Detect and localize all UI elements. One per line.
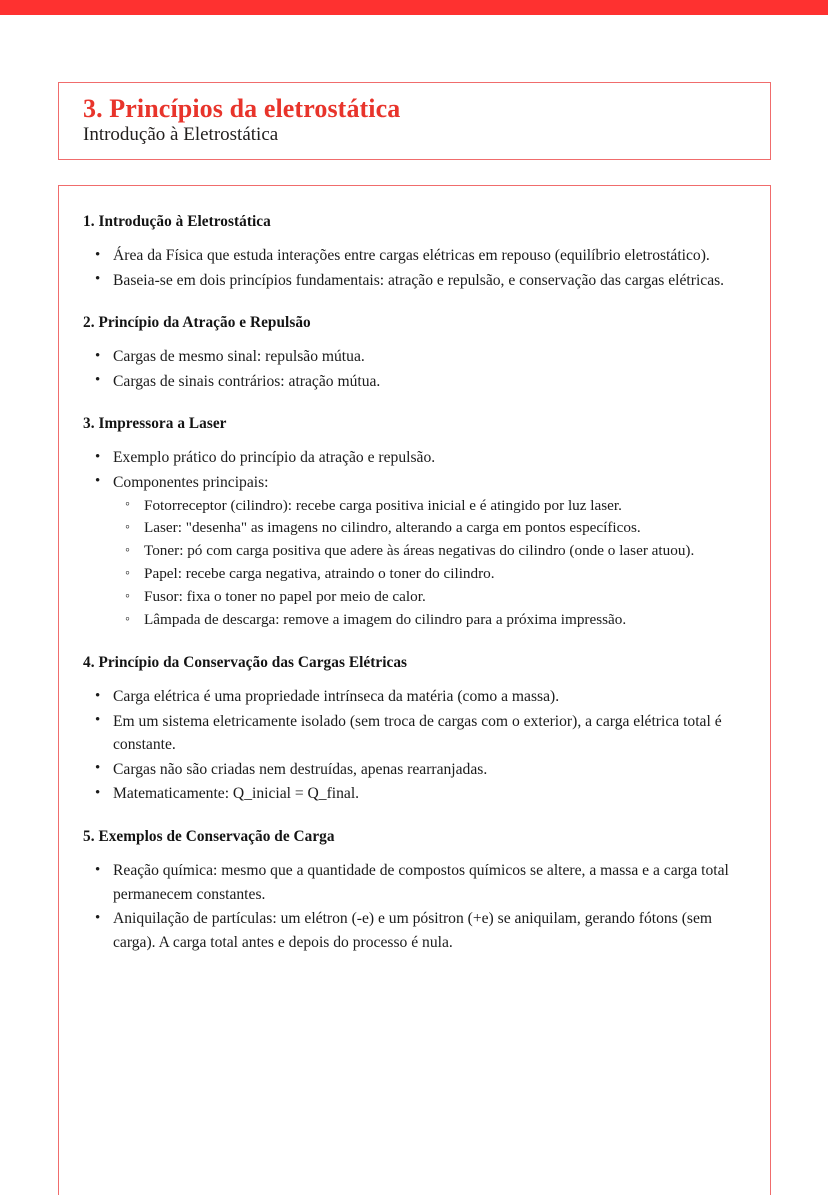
list-item-text: • Carga elétrica é uma propriedade intrínseca da matéria (como a massa). <box>113 688 560 706</box>
list-item <box>83 446 736 470</box>
sub-list-item-text: Fotorreceptor (cilindro): recebe carga positiva inicial e é atingido por luz laser. <box>144 496 622 514</box>
sub-list-item-text: Laser: "desenha" as imagens no cilindro, alterando a carga em pontos específicos. <box>144 519 641 537</box>
list-item-text: • Componentes principais: <box>113 473 269 491</box>
list-item <box>83 782 736 806</box>
section-heading: 1. Introdução à Eletrostática <box>83 213 271 230</box>
list-item <box>83 471 736 632</box>
sub-list-item <box>113 563 736 586</box>
section-heading: 4. Princípio da Conservação das Cargas Elétricas <box>83 654 408 672</box>
section-3-sub-bullet-list <box>113 495 736 633</box>
section-5 <box>83 827 736 954</box>
section-heading: 2. Princípio da Atração e Repulsão <box>83 314 311 332</box>
list-item <box>83 244 736 268</box>
section-heading: 3. Impressora a Laser <box>83 415 227 433</box>
sub-list-item-text: Papel: recebe carga negativa, atraindo o toner do cilindro. <box>144 565 495 583</box>
section-heading: 5. Exemplos de Conservação de Carga <box>83 828 335 845</box>
section-1 <box>83 212 736 292</box>
page-title: 3. Princípios da eletrostática <box>83 94 401 123</box>
section-5-bullet-list <box>83 859 736 954</box>
document-header-box <box>58 82 771 160</box>
section-3-bullet-list <box>83 446 736 632</box>
list-item <box>83 370 736 394</box>
section-2 <box>83 313 736 393</box>
list-item-text: • Exemplo prático do princípio da atração e repulsão. <box>113 449 436 467</box>
list-item-text: • Matematicamente: Q_inicial = Q_final. <box>113 785 360 803</box>
list-item-text: • Em um sistema eletricamente isolado (sem troca de cargas com o exterior), a carga elétrica total é constante. <box>113 712 722 754</box>
section-3 <box>83 414 736 632</box>
sub-list-item <box>113 540 736 563</box>
sub-list-item <box>113 517 736 540</box>
sub-list-item <box>113 495 736 518</box>
section-4-bullet-list <box>83 685 736 806</box>
top-accent-bar <box>0 0 828 15</box>
section-2-bullet-list <box>83 345 736 393</box>
list-item-text: • Baseia-se em dois princípios fundamentais: atração e repulsão, e conservação das cargas elétricas. <box>113 271 725 289</box>
list-item <box>83 907 736 954</box>
section-spacer <box>83 293 736 313</box>
section-1-bullet-list <box>83 244 736 292</box>
sub-list-item <box>113 609 736 632</box>
list-item <box>83 758 736 782</box>
section-spacer <box>83 807 736 827</box>
list-item-text: • Cargas de mesmo sinal: repulsão mútua. <box>113 348 365 366</box>
page-subtitle: Introdução à Eletrostática <box>83 124 279 146</box>
list-item <box>83 859 736 906</box>
list-item-text: • Área da Física que estuda interações entre cargas elétricas em repouso (equilíbrio eletrostático). <box>113 247 710 265</box>
list-item-text: • Reação química: mesmo que a quantidade de compostos químicos se altere, a massa e a carga total permanecem constantes. <box>113 862 729 903</box>
list-item-text: • Cargas não são criadas nem destruídas, apenas rearranjadas. <box>113 760 488 778</box>
document-content-box <box>58 185 771 1195</box>
list-item <box>83 269 736 293</box>
section-spacer <box>83 394 736 414</box>
sub-list-item-text: Toner: pó com carga positiva que adere às áreas negativas do cilindro (onde o laser atuou). <box>144 542 695 560</box>
section-4 <box>83 653 736 806</box>
list-item-text: • Cargas de sinais contrários: atração mútua. <box>113 372 381 390</box>
section-spacer <box>83 633 736 653</box>
list-item <box>83 345 736 369</box>
document-page <box>0 15 828 1171</box>
list-item <box>83 685 736 709</box>
sub-list-item-text: Fusor: fixa o toner no papel por meio de calor. <box>144 588 426 606</box>
sub-list-item <box>113 586 736 609</box>
list-item-text: • Aniquilação de partículas: um elétron (-e) e um pósitron (+e) se aniquilam, gerando fótons (sem carga). A carga total antes e depois do processo é nula. <box>113 910 713 951</box>
sub-list-item-text: Lâmpada de descarga: remove a imagem do cilindro para a próxima impressão. <box>144 611 627 629</box>
list-item <box>83 710 736 757</box>
